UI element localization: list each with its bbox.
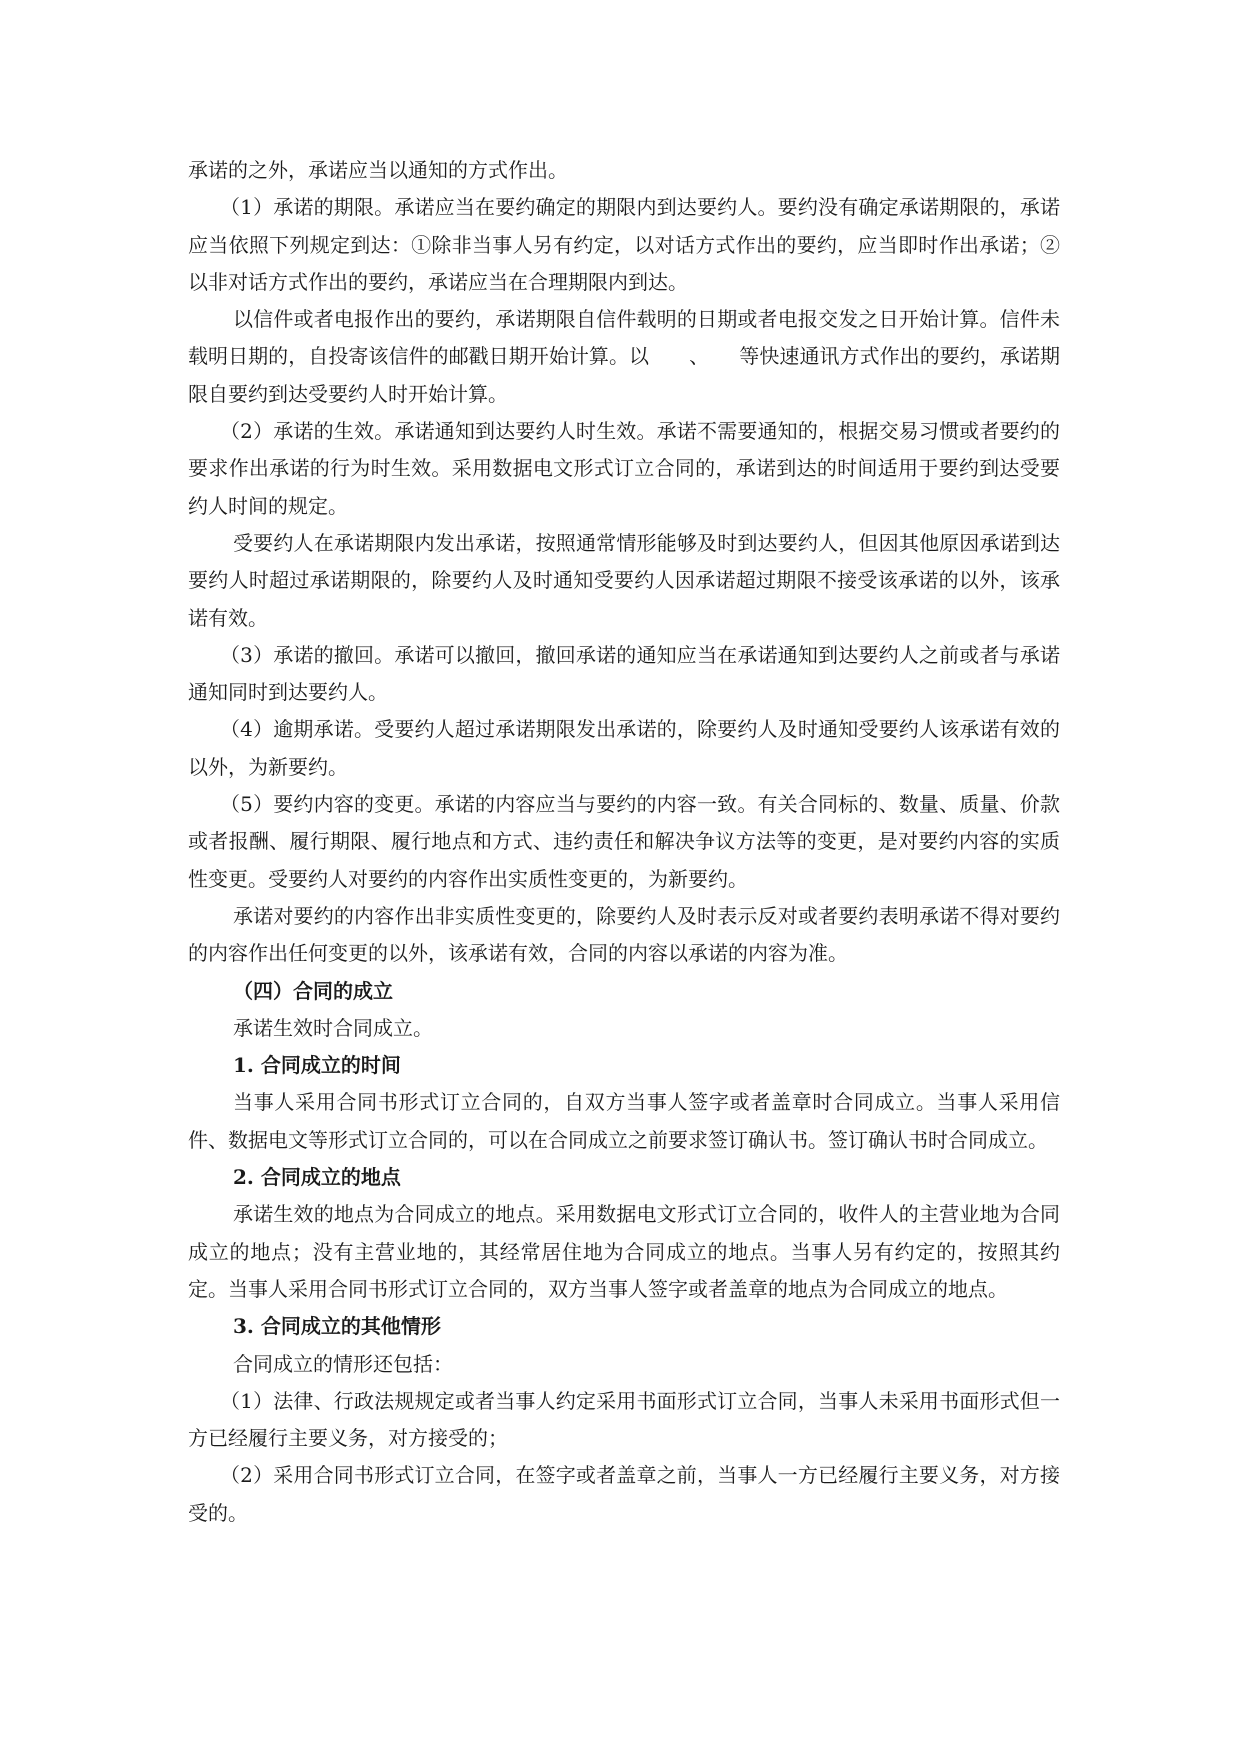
paragraph: 当事人采用合同书形式订立合同的，自双方当事人签字或者盖章时合同成立。当事人采用信件、数据电文等形式订立合同的，可以在合同成立之前要求签订确认书。签订确认书时合同成立。 [188,1090,1060,1152]
paragraph-late-acceptance: （4）逾期承诺。受要约人超过承诺期限发出承诺的，除要约人及时通知受要约人该承诺有效的以外，为新要约。 [188,717,1060,779]
subsection-heading: 3. 合同成立的其他情形 [233,1314,441,1339]
paragraph: 承诺生效时合同成立。 [233,1015,433,1040]
section-heading: （四）合同的成立 [233,978,393,1003]
list-item: （2）采用合同书形式订立合同，在签字或者盖章之前，当事人一方已经履行主要义务，对方接受的。 [188,1463,1060,1525]
paragraph-offer-change: （5）要约内容的变更。承诺的内容应当与要约的内容一致。有关合同标的、数量、质量、价款或者报酬、履行期限、履行地点和方式、违约责任和解决争议方法等的变更，是对要约内容的实质性变更。受要约人对要约的内容作出实质性变更的，为新要约。 [188,792,1060,891]
paragraph-acceptance-period: （1）承诺的期限。承诺应当在要约确定的期限内到达要约人。要约没有确定承诺期限的，承诺应当依照下列规定到达：①除非当事人另有约定，以对话方式作出的要约，应当即时作出承诺；②以非对话方式作出的要约，承诺应当在合理期限内到达。 [188,195,1060,294]
subsection-heading: 1. 合同成立的时间 [233,1053,401,1078]
paragraph: 承诺对要约的内容作出非实质性变更的，除要约人及时表示反对或者要约表明承诺不得对要约的内容作出任何变更的以外，该承诺有效，合同的内容以承诺的内容为准。 [188,903,1060,966]
subsection-heading: 2. 合同成立的地点 [233,1165,401,1190]
paragraph-acceptance-effect: （2）承诺的生效。承诺通知到达要约人时生效。承诺不需要通知的，根据交易习惯或者要约的要求作出承诺的行为时生效。采用数据电文形式订立合同的，承诺到达的时间适用于要约到达受要约人时间的规定。 [188,419,1060,518]
paragraph: 承诺生效的地点为合同成立的地点。采用数据电文形式订立合同的，收件人的主营业地为合同成立的地点；没有主营业地的，其经常居住地为合同成立的地点。当事人另有约定的，按照其约定。当事人采用合同书形式订立合同的，双方当事人签字或者盖章的地点为合同成立的地点。 [188,1202,1060,1301]
paragraph: 承诺的之外，承诺应当以通知的方式作出。 [188,158,568,182]
paragraph: 受要约人在承诺期限内发出承诺，按照通常情形能够及时到达要约人，但因其他原因承诺到达要约人时超过承诺期限的，除要约人及时通知受要约人因承诺超过期限不接受该承诺的以外，该承诺有效。 [188,530,1060,630]
paragraph: 合同成立的情形还包括： [233,1351,453,1376]
document-page [188,152,1060,1532]
list-item: （1）法律、行政法规规定或者当事人约定采用书面形式订立合同，当事人未采用书面形式但一方已经履行主要义务，对方接受的； [188,1388,1060,1451]
paragraph-acceptance-withdrawal: （3）承诺的撤回。承诺可以撤回，撤回承诺的通知应当在承诺通知到达要约人之前或者与承诺通知同时到达要约人。 [188,642,1060,705]
paragraph: 以信件或者电报作出的要约，承诺期限自信件载明的日期或者电报交发之日开始计算。信件未载明日期的，自投寄该信件的邮戳日期开始计算。以 、 等快速通讯方式作出的要约，承诺期限自要约到达受要约人时开始计算。 [188,307,1060,406]
